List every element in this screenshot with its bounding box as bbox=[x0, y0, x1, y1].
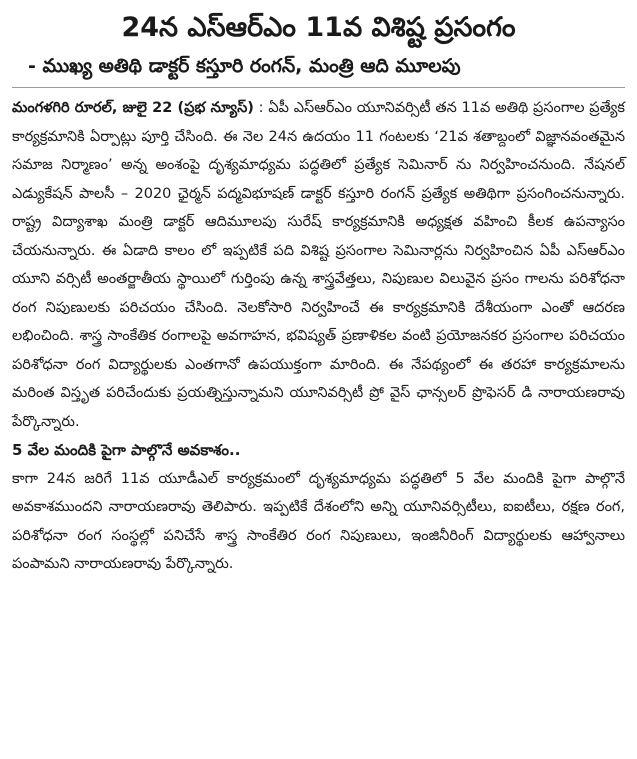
paragraph-1-text: : ఏపీ ఎస్ఆర్ఎం యూనివర్సిటీ తన 11వ అతిథి ప్రసంగాల ప్రత్యేక కార్యక్రమానికి ఏర్పాట్లు పూర్తి చేసింది. ఈ నెల 24న ఉదయం 11 గంటలకు ‘21వ శతాబ్దంలో విజ్ఞానవంతమైన సమాజ నిర్మాణం’ అన్న అంశంపై దృశ్యమాధ్యమ పద్ధతిలో ప్రత్యేక సెమినార్ ను నిర్వహించనుంది. నేషనల్ ఎడ్యుకేషన్ పాలసీ – 2020 ఛైర్మన్ పద్మవిభూషణ్ డాక్టర్ కస్తూరి రంగన్ ప్రత్యేక అతిథిగా ప్రసంగించనున్నారు. రాష్ట్ర విద్యాశాఖ మంత్రి డాక్టర్ ఆదిమూలపు సురేష్ కార్యక్రమానికి అధ్యక్షత వహించి కీలక ఉపన్యాసం చేయనున్నారు. ఈ ఏడాది కాలం లో ఇప్పటికే పది విశిష్ట ప్రసంగాల సెమినార్లను నిర్వహించిన ఏపీ ఎస్ఆర్ఎం యూని వర్సిటీ అంతర్జాతీయ స్థాయిలో గుర్తింపు ఉన్న శాస్త్రవేత్తలు, నిపుణుల విలువైన ప్రసం గాలను పరిశోధనా రంగ నిపుణులకు పరిచయం చేసింది. నెలకోసారి నిర్వహించే ఈ కార్యక్రమానికి దేశీయంగా ఎంతో ఆదరణ లభించింది. శాస్త్ర సాంకేతిక రంగాలపై అవగాహన, భవిష్యత్ ప్రణాళికల వంటి ప్రయోజనకర ప్రసంగాల పరిచయం పరిశోధనా రంగ విద్యార్థులకు ఎంతగానో ఉపయుక్తంగా మారింది. ఈ నేపథ్యంలో ఈ తరహా కార్యక్రమాలను మరింత విస్తృత పరిచేందుకు ప్రయత్నిస్తున్నామని యూనివర్సిటీ ప్రో వైస్ ఛాన్సలర్ ప్రొఫెసర్ డి నారాయణరావు పేర్కొన్నారు. bbox=[12, 100, 626, 430]
subheadline: - ముఖ్య అతిథి డాక్టర్ కస్తూరి రంగన్, మంత్రి ఆది మూలపు bbox=[28, 55, 461, 77]
body-paragraph-1 bbox=[12, 94, 625, 436]
headline: 24న ఎస్ఆర్ఎం 11వ విశిష్ట ప్రసంగం bbox=[121, 12, 516, 43]
dateline: మంగళగిరి రూరల్, జులై 22 (ప్రభ న్యూస్) bbox=[12, 100, 254, 116]
divider bbox=[12, 87, 625, 88]
subheading: 5 వేల మందికి పైగా పాల్గొనే అవకాశం.. bbox=[12, 441, 241, 459]
body-paragraph-2: కాగా 24న జరిగే 11వ యూడీఎల్ కార్యక్రమంలో దృశ్యమాధ్యమ పద్ధతిలో 5 వేల మందికి పైగా పాల్గొనే అవకాశముందని నారాయణరావు తెలిపారు. ఇప్పటికే దేశంలోని అన్ని యూనివర్సిటీలు, ఐఐటీలు, రక్షణ రంగ, పరిశోధనా రంగ సంస్థల్లో పనిచేసే శాస్త్ర సాంకేతిర రంగ నిపుణులు, ఇంజినీరింగ్ విద్యార్థులకు ఆహ్వానాలు పంపామని నారాయణరావు పేర్కొన్నారు. bbox=[12, 470, 625, 572]
